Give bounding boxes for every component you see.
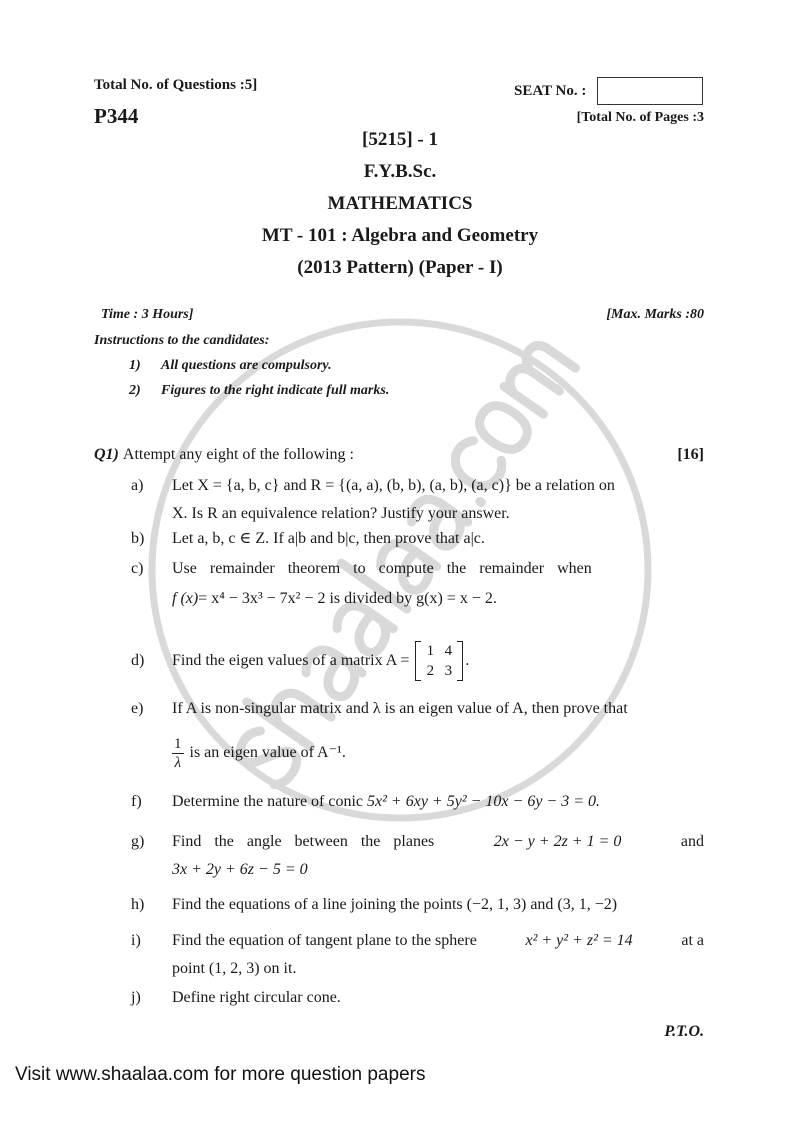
item-text-line1	[172, 929, 704, 953]
item-label: d)	[131, 652, 145, 669]
and-text: and	[680, 833, 704, 850]
item-text	[172, 790, 704, 814]
total-questions: Total No. of Questions :5]	[94, 77, 258, 93]
conic-equation: 5x² + 6xy + 5y² − 10x − 6y − 3 = 0.	[367, 793, 601, 810]
please-turn-over: P.T.O.	[664, 1023, 704, 1040]
question-number: Q1)	[94, 446, 119, 463]
question-item-e	[131, 697, 704, 775]
course-name: F.Y.B.Sc.	[363, 161, 437, 182]
item-label: c)	[131, 560, 144, 577]
subject-name: MATHEMATICS	[327, 193, 473, 214]
question-item-j	[131, 986, 704, 1010]
fraction-denominator: λ	[174, 754, 181, 771]
sphere-equation: x² + y² + z² = 14	[525, 932, 633, 949]
matrix-prompt: Find the eigen values of a matrix A =	[172, 652, 410, 669]
fraction-one-over-lambda	[172, 735, 184, 772]
instruction-number: 2)	[129, 383, 141, 398]
question-item-a	[131, 474, 704, 528]
conic-prompt: Determine the nature of conic	[172, 793, 364, 810]
item-text-line2: X. Is R an equivalence relation? Justify your answer.	[172, 505, 510, 522]
max-marks: [Max. Marks :80	[606, 307, 704, 322]
total-pages: [Total No. of Pages :3	[576, 110, 704, 125]
matrix-cell: 3	[444, 663, 453, 680]
question-item-h	[131, 893, 704, 917]
question-item-f	[131, 790, 704, 814]
paper-code: P344	[94, 104, 139, 128]
instruction-item	[129, 382, 389, 399]
instruction-text: All questions are compulsory.	[161, 358, 332, 373]
item-text-line1: Let X = {a, b, c} and R = {(a, a), (b, b), (a, b), (a, c)} be a relation on	[172, 477, 615, 494]
item-label: b)	[131, 530, 145, 547]
matrix-cell: 1	[426, 643, 435, 660]
item-text: Find the equations of a line joining the points (−2, 1, 3) and (3, 1, −2)	[172, 896, 618, 913]
question-item-c	[131, 557, 704, 611]
exam-duration: Time : 3 Hours]	[101, 307, 194, 322]
plane-equation-1: 2x − y + 2z + 1 = 0	[493, 833, 622, 850]
item-label: j)	[131, 989, 141, 1006]
item-label: a)	[131, 477, 144, 494]
item-label: h)	[131, 896, 145, 913]
item-text: Define right circular cone.	[172, 989, 341, 1006]
fraction-numerator: 1	[174, 735, 182, 752]
matrix-cell: 4	[444, 643, 453, 660]
item-text-line2: point (1, 2, 3) on it.	[172, 960, 297, 977]
instruction-item	[129, 357, 332, 374]
question-item-g	[131, 830, 704, 884]
inverse-eigen-text: is an eigen value of A⁻¹.	[189, 744, 346, 761]
question-item-d	[131, 638, 704, 684]
question-item-i	[131, 929, 704, 983]
question-prompt: Attempt any eight of the following :	[122, 446, 354, 463]
item-text-line2	[172, 587, 704, 611]
matrix-right-bracket	[457, 641, 463, 681]
item-label: f)	[131, 793, 142, 810]
function-g: g(x) = x − 2.	[416, 590, 497, 607]
instructions-heading: Instructions to the candidates:	[94, 333, 270, 348]
seat-number-box[interactable]	[597, 77, 703, 105]
item-text-line1	[172, 830, 704, 854]
question-item-b	[131, 527, 704, 551]
function-f-lhs: f (x)	[172, 590, 199, 607]
paper-pattern: (2013 Pattern) (Paper - I)	[297, 257, 503, 278]
item-label: e)	[131, 700, 144, 717]
paper-title: MT - 101 : Algebra and Geometry	[261, 225, 539, 246]
period: .	[465, 652, 470, 669]
question-1-heading	[94, 445, 354, 465]
footer-link-text[interactable]: Visit www.shaalaa.com for more question papers	[15, 1064, 426, 1085]
at-a-text: at a	[681, 932, 704, 949]
planes-prompt: Find the angle between the planes	[172, 833, 435, 850]
item-text-line1: If A is non-singular matrix and λ is an eigen value of A, then prove that	[172, 700, 628, 717]
item-text: Let a, b, c ∈ Z. If a|b and b|c, then prove that a|c.	[172, 530, 485, 547]
item-text-line1: Use remainder theorem to compute the remainder when	[172, 560, 592, 577]
item-label: i)	[131, 932, 141, 949]
matrix-cell: 2	[426, 663, 435, 680]
instruction-number: 1)	[129, 358, 141, 373]
seat-number-label: SEAT No. :	[514, 83, 587, 99]
item-text	[172, 638, 704, 684]
item-label: g)	[131, 833, 145, 850]
plane-equation-2: 3x + 2y + 6z − 5 = 0	[172, 861, 308, 878]
function-f-rhs: = x⁴ − 3x³ − 7x² − 2	[198, 590, 326, 607]
exam-code: [5215] - 1	[362, 129, 438, 150]
divided-by-text: is divided by	[329, 590, 413, 607]
item-text-line2	[172, 733, 704, 773]
matrix-a	[415, 641, 463, 681]
question-marks: [16]	[677, 446, 704, 463]
instruction-text: Figures to the right indicate full marks.	[161, 383, 390, 398]
sphere-prompt: Find the equation of tangent plane to the sphere	[172, 932, 477, 949]
